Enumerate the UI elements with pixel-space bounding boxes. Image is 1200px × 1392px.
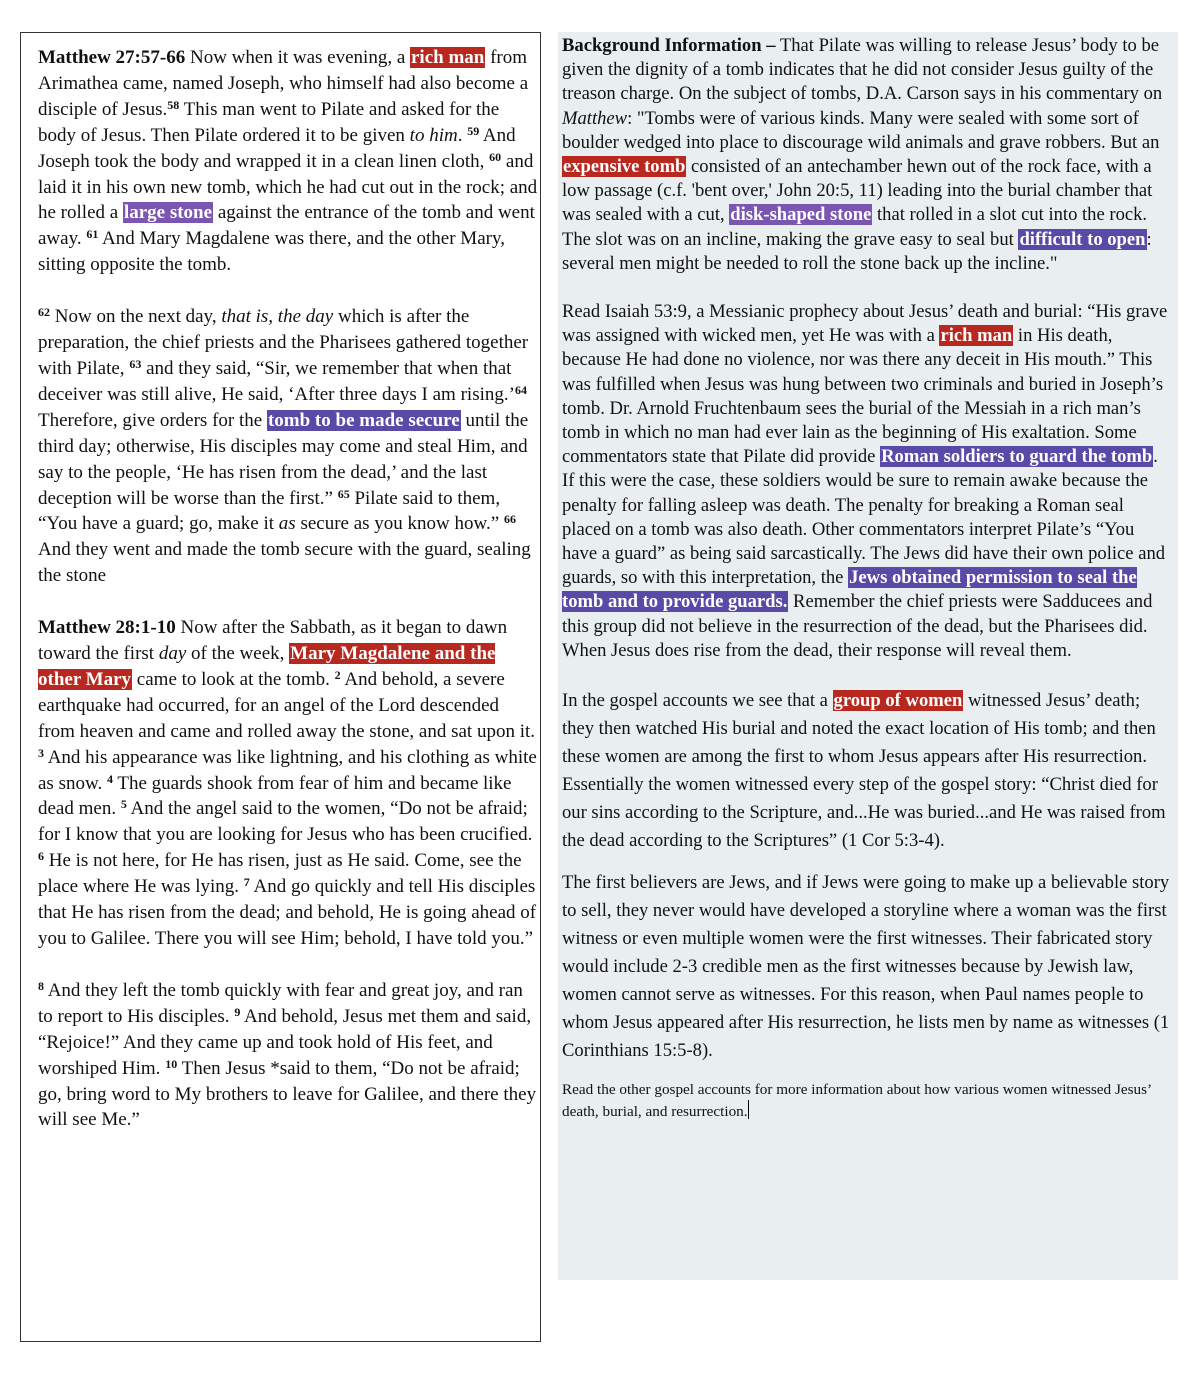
text: The guards shook from fear of him and became like dead men. [38,772,512,820]
text: Now when it was evening, a [185,47,410,68]
verse-number: 5 [120,797,127,812]
verse-number: 63 [129,356,142,371]
verse-number: 66 [503,512,516,527]
text: Now on the next day, [50,306,222,328]
text: : several men might be needed to roll the stone back up the incline." [562,228,1152,274]
text: That Pilate was willing to release Jesus’ body to be given the dignity of a tomb indicates that he did not consider Jesus guilty of the treason charge. On the subject of tombs, D.A. Carson says in his commentary on [562,35,1163,105]
text: And Mary Magdalene was there, and the other Mary, sitting opposite the tomb. [38,228,505,276]
verse-number: 10 [165,1056,178,1071]
text: consisted of an antechamber hewn out of the rock face, with a low passage (c.f. 'bent over,' John 20:5, 11) leading into the burial chamber that was sealed with a cut, [562,156,1153,226]
verse-number: 58 [167,97,180,112]
scripture-reference: Matthew 28:1-10 [38,617,176,639]
italic-text: to him [409,124,458,146]
matthew-28-paragraph-2 [38,978,540,1133]
text: This man went to Pilate and asked for the body of Jesus. Then Pilate ordered it to be given [38,98,500,146]
verse-number: 61 [86,227,99,242]
verse-number: 9 [234,1004,241,1019]
verse-number: 2 [334,667,341,682]
italic-text: that is, the day [221,306,334,328]
background-information-panel[interactable] [558,32,1178,1280]
text: Now after the Sabbath, as it began to dawn toward the first [38,617,508,665]
text: until the third day; otherwise, His disciples may come and steal Him, and say to the people, ‘He has risen from the dead,’ and the last deception will be worse than the first.” [38,409,529,509]
matthew-27-paragraph-1 [38,45,540,278]
highlight-expensive-tomb: expensive tomb [563,156,686,178]
scripture-reference: Matthew 27:57-66 [38,47,186,68]
verse-number: 62 [38,305,50,320]
text: witnessed Jesus’ death; they then watched His burial and noted the exact location of His tomb; and then these women are among the first to whom Jesus appears after His resurrection. Essentially the women witnessed every step of the gospel story: “Christ died for our sins according to the Scripture, and...He was buried...and He was raised from the dead according to the Scriptures” (1 Cor 5:3-4). [562,690,1166,852]
text: . [457,124,468,146]
verse-number: 7 [243,875,250,890]
text: Read the other gospel accounts for more information about how various women witnessed Jesus’ death, burial, and resurrection. [562,1081,1151,1121]
text: Then Jesus *said to them, “Do not be afraid; go, bring word to My brothers to leave for Galilee, and there they will see Me.” [38,1057,537,1131]
verse-number: 60 [489,149,502,164]
text-cursor [748,1100,749,1119]
background-paragraph-1 [562,34,1174,276]
text: And behold, Jesus met them and said, “Rejoice!” And they came up and took hold of His feet, and worshiped Him. [38,1005,532,1079]
matthew-28-paragraph-1 [38,615,540,952]
text: The first believers are Jews, and if Jews were going to make up a believable story to sell, they never would have developed a storyline where a woman was the first witness or even multiple women were the first witnesses. Their fabricated story would include 2-3 credible men as the first witnesses because by Jewish law, women cannot serve as witnesses. For this reason, when Paul names people to whom Jesus appeared after His resurrection, he lists men by name as witnesses (1 Corinthians 15:5-8). [562,872,1170,1062]
italic-text: Matthew [562,107,628,129]
highlight-difficult-to-open: difficult to open [1019,228,1146,250]
text: in His death, because He had done no violence, nor was there any deceit in His mouth.” This was fulfilled when Jesus was hung between two criminals and buried in Joseph’s tomb. Dr. Arnold Fruchtenbaum sees the burial of the Messiah in a rich man’s tomb in which no man had ever lain as the beginning of His exaltation. Some commentators state that Pilate did provide [562,325,1164,468]
verse-number: 3 [38,745,44,760]
highlight-jews-obtained-permission: Jews obtained permission to seal the tomb and to provide guards. [562,567,1137,613]
verse-number: 64 [514,382,527,397]
text: Therefore, give orders for the [38,409,267,431]
text: And the angel said to the women, “Do not be afraid; for I know that you are looking for Jesus who has been crucified. [38,798,533,846]
italic-text: day [158,643,187,665]
text: And Joseph took the body and wrapped it in a clean linen cloth, [38,124,516,172]
highlight-large-stone: large stone [123,202,213,224]
text: Remember the chief priests were Sadducees and this group did not believe in the resurrection of the dead, but the Pharisees did. When Jesus does rise from the dead, their response will reveal them. [562,591,1153,661]
text: And go quickly and tell His disciples that He has risen from the dead; and behold, He is going ahead of you to Galilee. There you will see Him; behold, I have told you.” [38,876,537,949]
highlight-group-of-women: group of women [833,690,963,712]
scripture-passage-box [20,32,541,1342]
text: which is after the preparation, the chief priests and the Pharisees gathered together with Pilate, [38,306,529,379]
text: that rolled in a slot cut into the rock. The slot was on an incline, making the grave easy to seal but [562,204,1148,250]
matthew-27-paragraph-2 [38,304,540,589]
background-paragraph-4 [562,869,1174,1065]
text: In the gospel accounts we see that a [562,690,833,712]
text: of the week, [186,643,290,665]
background-paragraph-2 [562,300,1174,663]
background-paragraph-3 [562,687,1174,855]
text: And behold, a severe earthquake had occurred, for an angel of the Lord descended from heaven and came and rolled away the stone, and sat upon it. [38,668,535,742]
text: And his appearance was like lightning, and his clothing as white as snow. [38,746,537,794]
highlight-rich-man: rich man [940,325,1013,347]
text: and they said, “Sir, we remember that when that deceiver was still alive, He said, ‘After three days I am rising.’ [38,357,515,405]
verse-number: 4 [106,771,113,786]
background-paragraph-5 [562,1079,1174,1122]
verse-number: 6 [38,849,44,864]
text: He is not here, for He has risen, just as He said. Come, see the place where He was lying. [38,850,522,898]
text: And they went and made the tomb secure with the guard, sealing the stone [38,539,531,587]
highlight-rich-man: rich man [411,47,485,68]
highlight-roman-soldiers: Roman soldiers to guard the tomb [881,446,1153,468]
verse-number: 8 [38,978,44,993]
section-heading: Background Information – [562,35,776,56]
text: . If this were the case, these soldiers would be sure to remain awake because the penalty for falling asleep was death. The penalty for breaking a Roman seal placed on a tomb was also death. Other commentators interpret Pilate’s “You have a guard” as being said sarcastically. The Jews did have their own police and guards, so with this interpretation, the [562,446,1166,589]
highlight-two-marys: Mary Magdalene and the other Mary [38,643,496,690]
text: secure as you know how.” [295,513,504,535]
text: from Arimathea came, named Joseph, who himself had also become a disciple of Jesus. [38,47,529,120]
verse-number: 59 [467,123,480,138]
verse-number: 65 [337,486,350,501]
text: against the entrance of the tomb and went away. [38,202,535,250]
text: Read Isaiah 53:9, a Messianic prophecy about Jesus’ death and burial: “His grave was assigned with wicked men, yet He was with a [562,301,1168,347]
text: And they left the tomb quickly with fear and great joy, and ran to report to His disciples. [38,979,523,1027]
text: and laid it in his own new tomb, which he had cut out in the rock; and he rolled a [38,150,538,224]
text: Pilate said to them, “You have a guard; go, make it [38,487,501,535]
highlight-disk-shaped-stone: disk-shaped stone [730,204,872,226]
text: came to look at the tomb. [132,668,335,690]
text: : "Tombs were of various kinds. Many were sealed with some sort of boulder wedged into place to discourage wild animals and grave robbers. But an [562,107,1160,153]
italic-text: as [278,513,296,535]
highlight-tomb-secure: tomb to be made secure [267,409,460,431]
